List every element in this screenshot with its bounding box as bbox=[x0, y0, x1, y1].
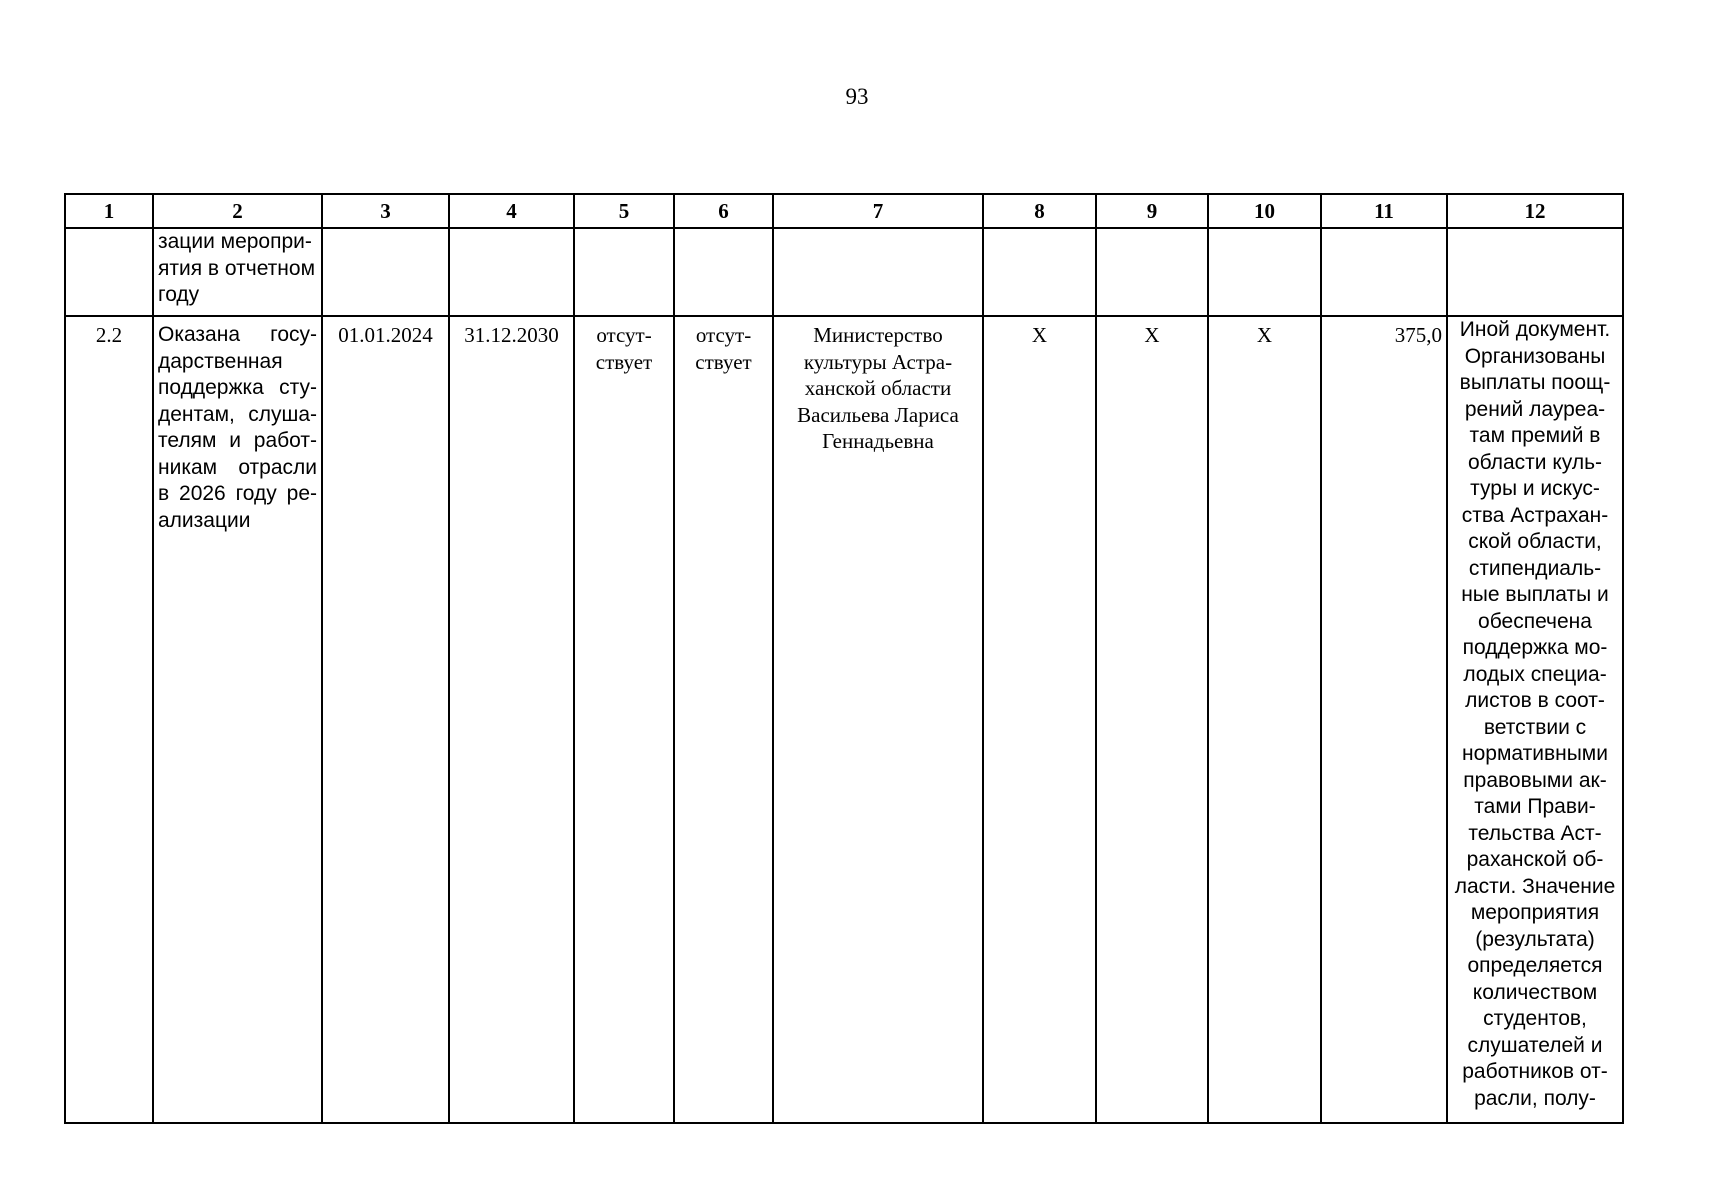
col6-line: ствует bbox=[695, 349, 752, 374]
description-line: телям и работ- bbox=[158, 429, 317, 452]
page-number: 93 bbox=[845, 84, 869, 109]
description-line: в 2026 году ре- bbox=[158, 482, 317, 505]
col5-line: ствует bbox=[595, 349, 653, 374]
col12-line: ные выплаты и bbox=[1461, 583, 1609, 606]
header-col-8: 8 bbox=[983, 194, 1096, 228]
col6-cell bbox=[674, 316, 773, 1123]
continuation-row bbox=[65, 228, 1623, 316]
col12-line: ства Астрахан- bbox=[1461, 503, 1609, 527]
col12-line: поддержка мо- bbox=[1462, 636, 1608, 659]
executor-line: Васильева Лариса bbox=[797, 402, 959, 427]
col12-line: работников от- bbox=[1462, 1060, 1608, 1083]
col9-cell: X bbox=[1096, 316, 1208, 1123]
cont-cell-9 bbox=[1096, 228, 1208, 316]
col12-line: определяется bbox=[1467, 954, 1603, 977]
cont-cell-10 bbox=[1208, 228, 1321, 316]
cont-cell-6 bbox=[674, 228, 773, 316]
cont-col2-line: ятия в отчетном bbox=[158, 256, 316, 280]
col12-line: слушателей и bbox=[1467, 1033, 1603, 1057]
col12-line: выплаты поощ- bbox=[1459, 371, 1611, 394]
end-date: 31.12.2030 bbox=[449, 316, 574, 1123]
col12-line: Иной документ. bbox=[1459, 318, 1611, 341]
col12-line: Организованы bbox=[1464, 344, 1606, 368]
col12-line: мероприятия bbox=[1470, 901, 1600, 924]
cont-cell-8 bbox=[983, 228, 1096, 316]
responsible-executor bbox=[773, 316, 983, 1123]
header-col-11: 11 bbox=[1321, 194, 1447, 228]
cont-cell-5 bbox=[574, 228, 674, 316]
cont-cell-2 bbox=[153, 228, 322, 316]
description-line: никам отрасли bbox=[158, 455, 317, 479]
description-line: ализации bbox=[158, 508, 251, 532]
measure-description bbox=[153, 316, 322, 1123]
col12-line: (результата) bbox=[1475, 927, 1595, 951]
col12-line: там премий в bbox=[1469, 424, 1601, 447]
col12-line: рений лауреа- bbox=[1464, 397, 1606, 421]
col12-line: нормативными bbox=[1462, 742, 1608, 765]
header-col-9: 9 bbox=[1096, 194, 1208, 228]
col12-line: стипендиаль- bbox=[1468, 556, 1602, 580]
col12-line: обеспечена bbox=[1478, 609, 1592, 633]
header-col-4: 4 bbox=[449, 194, 574, 228]
row-number: 2.2 bbox=[65, 316, 153, 1123]
cont-col2-line: году bbox=[158, 283, 200, 306]
description-line: поддержка сту- bbox=[158, 376, 317, 399]
col12-cell bbox=[1447, 316, 1623, 1123]
col5-cell bbox=[574, 316, 674, 1123]
executor-line: ханской области bbox=[804, 376, 952, 400]
col8-cell: X bbox=[983, 316, 1096, 1123]
col12-line: студентов, bbox=[1483, 1007, 1587, 1030]
cont-cell-12 bbox=[1447, 228, 1623, 316]
header-col-12: 12 bbox=[1447, 194, 1623, 228]
header-col-7: 7 bbox=[773, 194, 983, 228]
col12-line: области куль- bbox=[1467, 450, 1603, 474]
col12-line: ласти. Значение bbox=[1454, 874, 1616, 898]
header-col-5: 5 bbox=[574, 194, 674, 228]
col12-line: раханской об- bbox=[1466, 848, 1604, 871]
col10-cell: X bbox=[1208, 316, 1321, 1123]
description-line: дентам, слуша- bbox=[158, 402, 317, 426]
description-line: Оказана госу- bbox=[158, 323, 317, 346]
executor-line: культуры Астра- bbox=[803, 349, 953, 374]
start-date: 01.01.2024 bbox=[322, 316, 449, 1123]
executor-line: Министерство bbox=[813, 323, 943, 347]
col12-line: ветствии с bbox=[1483, 715, 1587, 739]
col5-line: отсут- bbox=[596, 323, 652, 347]
cont-cell-4 bbox=[449, 228, 574, 316]
header-col-10: 10 bbox=[1208, 194, 1321, 228]
col12-line: расли, полу- bbox=[1474, 1086, 1596, 1110]
header-col-2: 2 bbox=[153, 194, 322, 228]
col6-line: отсут- bbox=[695, 323, 752, 347]
header-col-1: 1 bbox=[65, 194, 153, 228]
executor-line: Геннадьевна bbox=[822, 429, 934, 453]
table-row bbox=[65, 316, 1623, 1123]
col11-cell: 375,0 bbox=[1321, 316, 1447, 1123]
cont-cell-3 bbox=[322, 228, 449, 316]
col12-line: тами Прави- bbox=[1474, 795, 1596, 818]
col12-line: правовыми ак- bbox=[1463, 768, 1607, 792]
column-number-header-row bbox=[65, 194, 1623, 228]
col12-line: лодых специа- bbox=[1463, 662, 1607, 686]
col12-line: листов в соот- bbox=[1465, 689, 1605, 712]
header-col-6: 6 bbox=[674, 194, 773, 228]
col12-line: количеством bbox=[1472, 980, 1598, 1004]
header-col-3: 3 bbox=[322, 194, 449, 228]
cont-col2-line: зации меропри- bbox=[158, 230, 312, 253]
col12-line: туры и искус- bbox=[1470, 477, 1600, 500]
cont-cell-1 bbox=[65, 228, 153, 316]
cont-cell-11 bbox=[1321, 228, 1447, 316]
col12-line: ской области, bbox=[1468, 530, 1602, 553]
description-line: дарственная bbox=[158, 349, 283, 373]
document-table bbox=[64, 193, 1624, 1124]
col12-line: тельства Аст- bbox=[1468, 821, 1602, 845]
cont-cell-7 bbox=[773, 228, 983, 316]
